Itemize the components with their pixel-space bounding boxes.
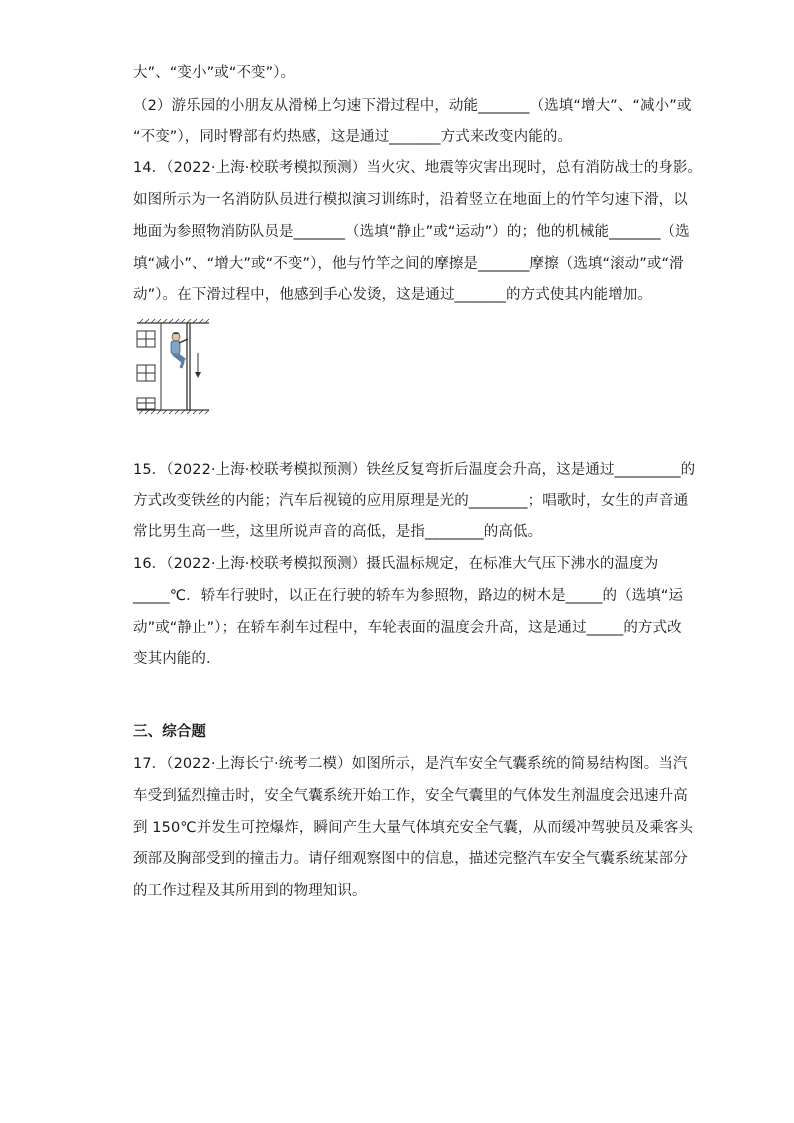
question-14-line: 14．（2022·上海·校联考模拟预测）当火灾、地震等灾害出现时，总有消防战士的身影。 [133, 160, 703, 176]
text-line: 变其内能的． [133, 651, 221, 667]
text-line: （2）游乐园的小朋友从滑梯上匀速下滑过程中，动能_______（选填“增大”、“减小”或 [133, 98, 692, 114]
text-line: 颈部及胸部受到的撞击力。请仔细观察图中的信息，描述完整汽车安全气囊系统某部分 [133, 851, 688, 867]
text-line: 到 150℃并发生可控爆炸，瞬间产生大量气体填充安全气囊，从而缓冲驾驶员及乘客头 [133, 820, 694, 836]
text-line: 大”、“变小”或“不变”）。 [133, 65, 296, 81]
text-line: 地面为参照物消防队员是_______（选填“静止”或“运动”）的；他的机械能_______（选 [133, 224, 690, 240]
text-line: 车受到猛烈撞击时，安全气囊系统开始工作，安全气囊里的气体发生剂温度会迅速升高 [133, 788, 688, 804]
text-line: 动”）。在下滑过程中，他感到手心发烫，这是通过_______的方式使其内能增加。 [133, 287, 653, 303]
text-line: 如图所示为一名消防队员进行模拟演习训练时，沿着竖立在地面上的竹竿匀速下滑，以 [133, 192, 688, 208]
text-line: 常比男生高一些，这里所说声音的高低，是指________的高低。 [133, 524, 543, 540]
text-line: 的工作过程及其所用到的物理知识。 [133, 883, 367, 899]
text-line: 填“减小”、“增大”或“不变”），他与竹竿之间的摩擦是_______摩擦（选填“滚动”或“滑 [133, 256, 684, 272]
text-line: _____℃．轿车行驶时，以正在行驶的轿车为参照物，路边的树木是_____的（选填“运 [133, 588, 684, 604]
section-heading: 三、综合题 [133, 724, 206, 740]
question-17-line: 17．（2022·上海长宁·统考二模）如图所示，是汽车安全气囊系统的简易结构图。当汽 [133, 756, 688, 772]
text-line: “不变”），同时臀部有灼热感，这是通过_______方式来改变内能的。 [133, 129, 573, 145]
text-line: 方式改变铁丝的内能；汽车后视镜的应用原理是光的________；唱歌时，女生的声音通 [133, 493, 689, 509]
question-15-line: 15．（2022·上海·校联考模拟预测）铁丝反复弯折后温度会升高，这是通过_________的 [133, 462, 696, 478]
question-16-line: 16．（2022·上海·校联考模拟预测）摄氏温标规定，在标准大气压下沸水的温度为 [133, 556, 659, 572]
text-line: 动”或“静止”）；在轿车刹车过程中，车轮表面的温度会升高，这是通过_____的方式改 [133, 620, 682, 636]
firefighter-pole-figure [133, 318, 213, 418]
